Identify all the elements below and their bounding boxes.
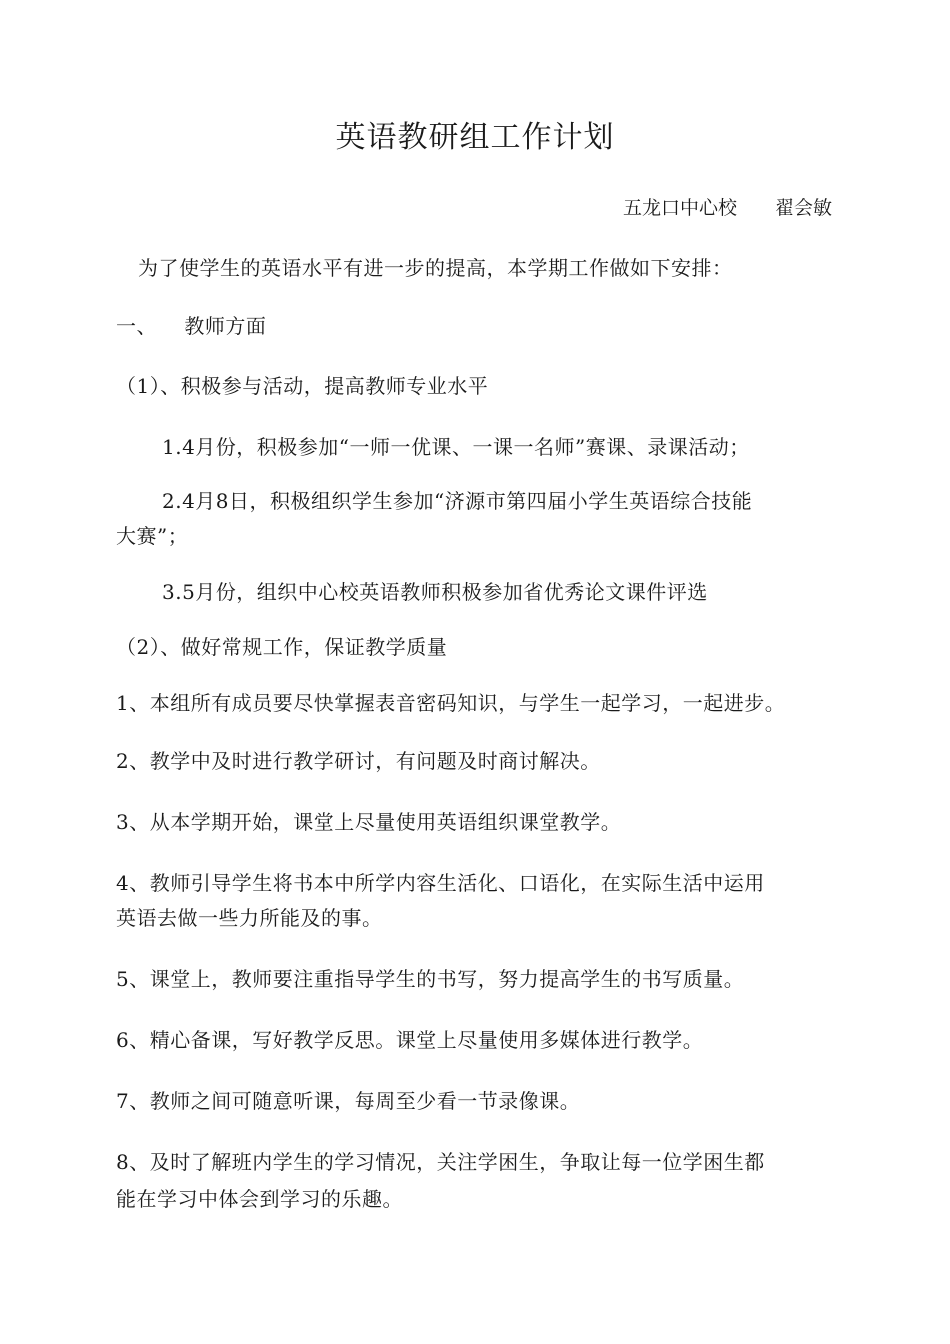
document-title: 英语教研组工作计划 — [335, 120, 615, 155]
routine-item-1: 1、本组所有成员要尽快掌握表音密码知识，与学生一起学习，一起进步。 — [116, 691, 786, 715]
activity-item-2: 2.4月8日，积极组织学生参加“济源市第四届小学生英语综合技能 — [162, 489, 753, 513]
intro-paragraph: 为了使学生的英语水平有进一步的提高，本学期工作做如下安排： — [138, 256, 733, 280]
activity-item-2-cont: 大赛”； — [116, 524, 189, 548]
author-name: 翟会敏 — [774, 197, 832, 219]
routine-item-7: 7、教师之间可随意听课，每周至少看一节录像课。 — [116, 1089, 581, 1113]
routine-item-8-cont: 能在学习中体会到学习的乐趣。 — [116, 1187, 403, 1211]
activity-item-1: 1.4月份，积极参加“一师一优课、一课一名师”赛课、录课活动； — [162, 435, 750, 459]
author-byline — [623, 193, 832, 223]
routine-item-4-cont: 英语去做一些力所能及的事。 — [116, 906, 383, 930]
routine-item-3: 3、从本学期开始，课堂上尽量使用英语组织课堂教学。 — [116, 810, 622, 834]
author-school: 五龙口中心校 — [622, 197, 737, 219]
routine-item-8: 8、及时了解班内学生的学习情况，关注学困生，争取让每一位学困生都 — [116, 1150, 765, 1174]
activity-item-3: 3.5月份，组织中心校英语教师积极参加省优秀论文课件评选 — [162, 580, 708, 604]
subsection-heading-2: （2）、做好常规工作，保证教学质量 — [116, 635, 448, 659]
routine-item-4: 4、教师引导学生将书本中所学内容生活化、口语化，在实际生活中运用 — [116, 871, 765, 895]
routine-item-2: 2、教学中及时进行教学研讨，有问题及时商讨解决。 — [116, 749, 601, 773]
routine-item-5: 5、课堂上，教师要注重指导学生的书写，努力提高学生的书写质量。 — [116, 967, 745, 991]
routine-item-6: 6、精心备课，写好教学反思。课堂上尽量使用多媒体进行教学。 — [116, 1028, 704, 1052]
subsection-heading-1: （1）、积极参与活动，提高教师专业水平 — [116, 374, 489, 398]
section-heading-teachers: 一、 教师方面 — [116, 314, 267, 338]
